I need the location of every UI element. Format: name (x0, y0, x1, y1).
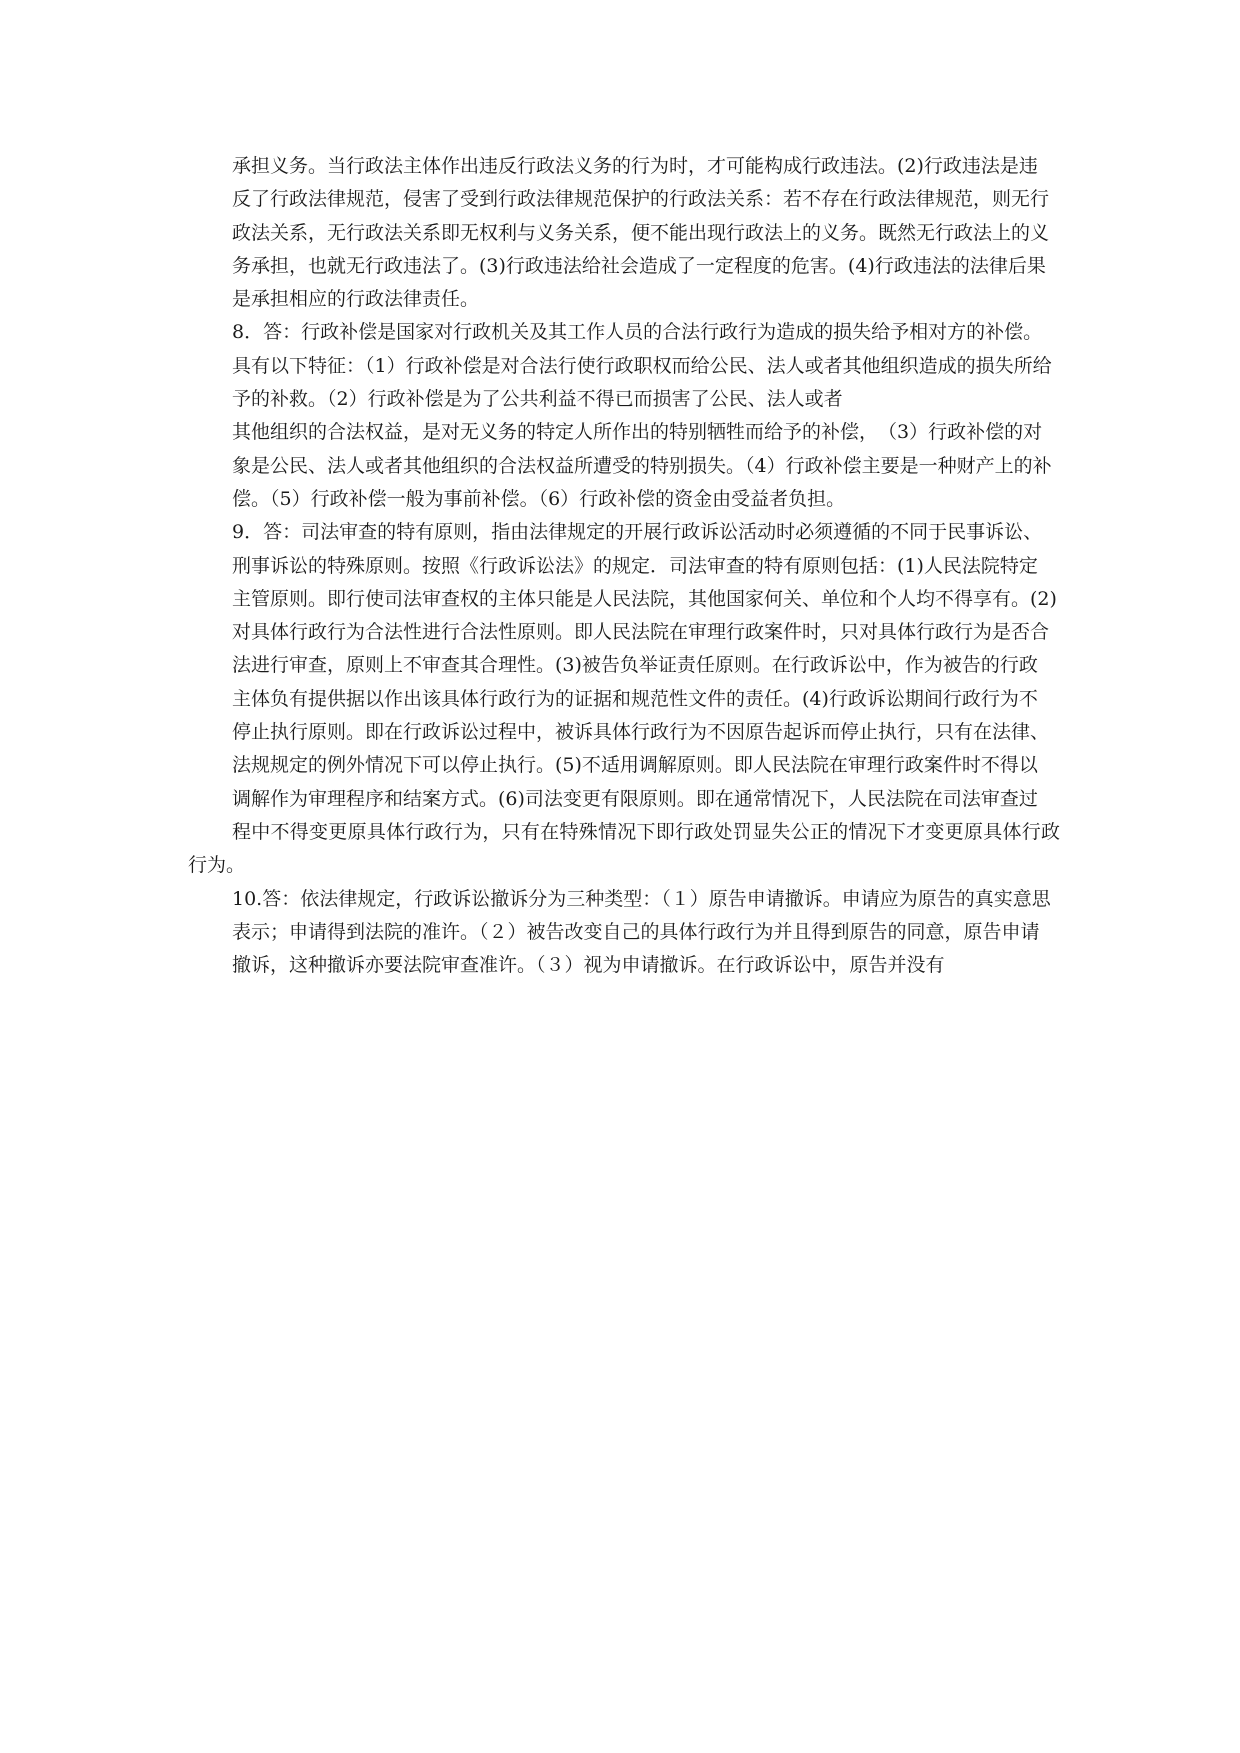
paragraph: 是承担相应的行政法律责任。 (232, 288, 480, 311)
paragraph: 偿。（5）行政补偿一般为事前补偿。（6）行政补偿的资金由受益者负担。 (232, 487, 846, 510)
paragraph: 主管原则。即行使司法审查权的主体只能是人民法院，其他国家何关、单位和个人均不得享有。(2) (232, 587, 1057, 610)
document-page (188, 150, 1060, 982)
paragraph: 其他组织的合法权益，是对无义务的特定人所作出的特别牺牲而给予的补偿， （3）行政补偿的对 (232, 421, 1043, 444)
paragraph: 务承担，也就无行政违法了。(3)行政违法给社会造成了一定程度的危害。(4)行政违法的法律后果 (232, 254, 1046, 277)
paragraph: 对具体行政行为合法性进行合法性原则。即人民法院在审理行政案件时，只对具体行政行为是否合 (232, 621, 1050, 644)
paragraph: 承担义务。当行政法主体作出违反行政法义务的行为时，才可能构成行政违法。(2)行政违法是违 (232, 155, 1038, 177)
paragraph: 主体负有提供据以作出该具体行政行为的证据和规范性文件的责任。(4)行政诉讼期间行政行为不 (232, 687, 1038, 710)
paragraph: 撤诉，这种撤诉亦要法院审查准许。（３）视为申请撤诉。在行政诉讼中，原告并没有 (232, 954, 945, 977)
paragraph: 刑事诉讼的特殊原则。按照《行政诉讼法》的规定．司法审查的特有原则包括：(1)人民法院特定 (232, 554, 1038, 577)
paragraph: 具有以下特征：（1）行政补偿是对合法行使行政职权而给公民、法人或者其他组织造成的损失所给 (232, 354, 1052, 377)
paragraph: 9．答：司法审查的特有原则，指由法律规定的开展行政诉讼活动时必须遵循的不同于民事诉讼、 (232, 521, 1043, 544)
paragraph: 程中不得变更原具体行政行为，只有在特殊情况下即行政处罚显失公正的情况下才变更原具体行政行为。 (188, 820, 1060, 877)
paragraph: 政法关系，无行政法关系即无权利与义务关系，便不能出现行政法上的义务。既然无行政法上的义 (232, 221, 1050, 244)
paragraph: 表示；申请得到法院的准许。（２）被告改变自己的具体行政行为并且得到原告的同意，原告申请 (232, 920, 1040, 943)
paragraph: 法规规定的例外情况下可以停止执行。(5)不适用调解原则。即人民法院在审理行政案件时不得以 (232, 754, 1038, 777)
paragraph: 调解作为审理程序和结案方式。(6)司法变更有限原则。即在通常情况下，人民法院在司法审查过 (232, 787, 1038, 810)
paragraph: 8．答：行政补偿是国家对行政机关及其工作人员的合法行政行为造成的损失给予相对方的补偿。 (232, 321, 1043, 344)
paragraph: 象是公民、法人或者其他组织的合法权益所遭受的特别损失。（4）行政补偿主要是一种财产上的补 (232, 454, 1052, 477)
paragraph: 法进行审查，原则上不审查其合理性。(3)被告负举证责任原则。在行政诉讼中，作为被告的行政 (232, 654, 1038, 677)
paragraph: 予的补救。（2）行政补偿是为了公共利益不得已而损害了公民、法人或者 (232, 388, 843, 411)
paragraph: 停止执行原则。即在行政诉讼过程中，被诉具体行政行为不因原告起诉而停止执行，只有在法律、 (232, 721, 1050, 744)
paragraph: 反了行政法律规范，侵害了受到行政法律规范保护的行政法关系：若不存在行政法律规范，则无行 (232, 188, 1050, 211)
paragraph: 10.答：依法律规定，行政诉讼撤诉分为三种类型：（１）原告申请撤诉。申请应为原告的真实意思 (232, 887, 1051, 910)
